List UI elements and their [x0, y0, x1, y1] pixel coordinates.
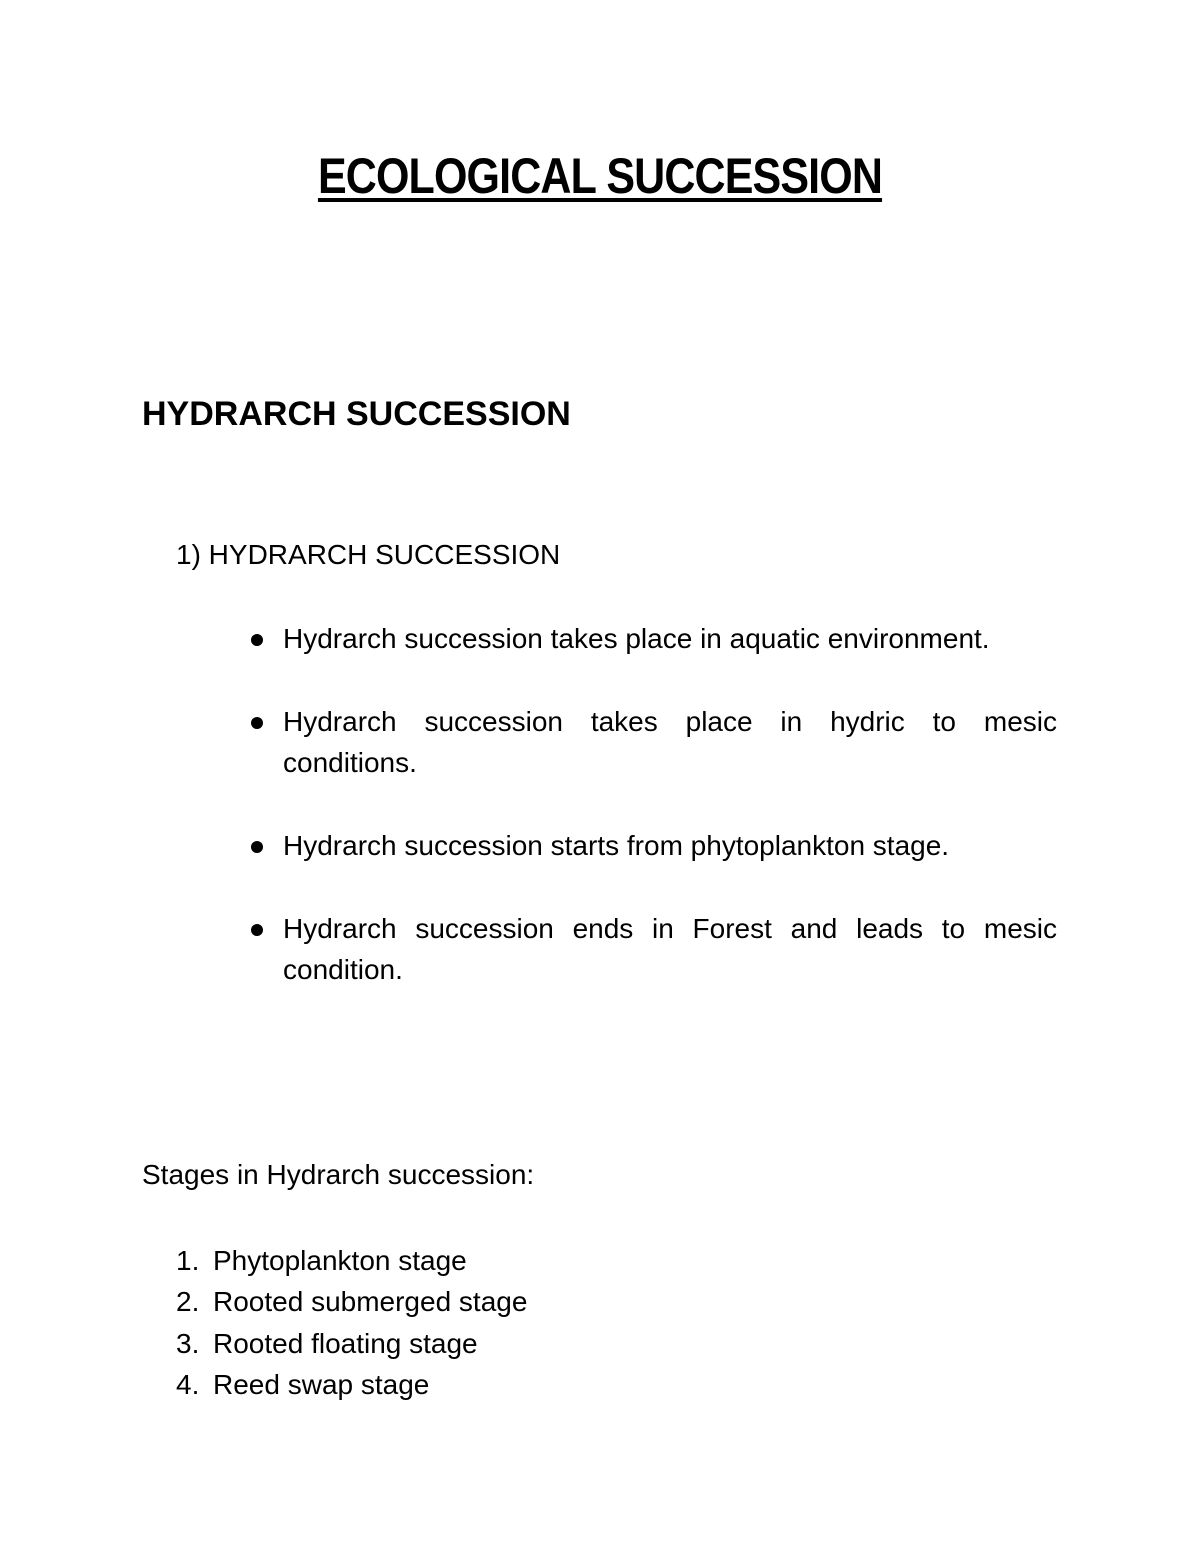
stage-item — [176, 1364, 527, 1405]
bullet-list — [247, 618, 1057, 1032]
stage-number: 3. — [176, 1327, 200, 1359]
bullet-text: Hydrarch succession ends in Forest and leads to mesic condition. — [283, 913, 1057, 985]
bullet-item — [247, 701, 1057, 783]
bullet-dot-icon — [251, 717, 263, 729]
stage-text: Reed swap stage — [213, 1368, 430, 1400]
section-heading: HYDRARCH SUCCESSION — [142, 395, 571, 433]
bullet-dot-icon — [251, 924, 263, 936]
stages-label: Stages in Hydrarch succession: — [142, 1159, 535, 1190]
stages-list — [176, 1240, 527, 1405]
bullet-text: Hydrarch succession starts from phytoplankton stage. — [283, 830, 950, 861]
bullet-item — [247, 618, 1057, 659]
subheading: 1) HYDRARCH SUCCESSION — [176, 539, 561, 570]
stage-number: 4. — [176, 1368, 200, 1400]
stage-number: 2. — [176, 1286, 200, 1318]
bullet-item — [247, 908, 1057, 990]
document-title — [84, 146, 1116, 206]
stage-text: Rooted floating stage — [213, 1327, 478, 1359]
bullet-text: Hydrarch succession takes place in aquatic environment. — [283, 623, 990, 654]
stage-item — [176, 1323, 527, 1364]
bullet-dot-icon — [251, 634, 263, 646]
bullet-dot-icon — [251, 841, 263, 853]
stage-item — [176, 1281, 527, 1322]
document-title-text: ECOLOGICAL SUCCESSION — [317, 148, 883, 204]
stage-text: Rooted submerged stage — [213, 1286, 528, 1318]
stage-item — [176, 1240, 527, 1281]
stage-text: Phytoplankton stage — [213, 1245, 467, 1276]
stage-number: 1. — [176, 1245, 200, 1276]
bullet-item — [247, 825, 1057, 866]
bullet-text: Hydrarch succession takes place in hydric to mesic conditions. — [283, 706, 1057, 778]
